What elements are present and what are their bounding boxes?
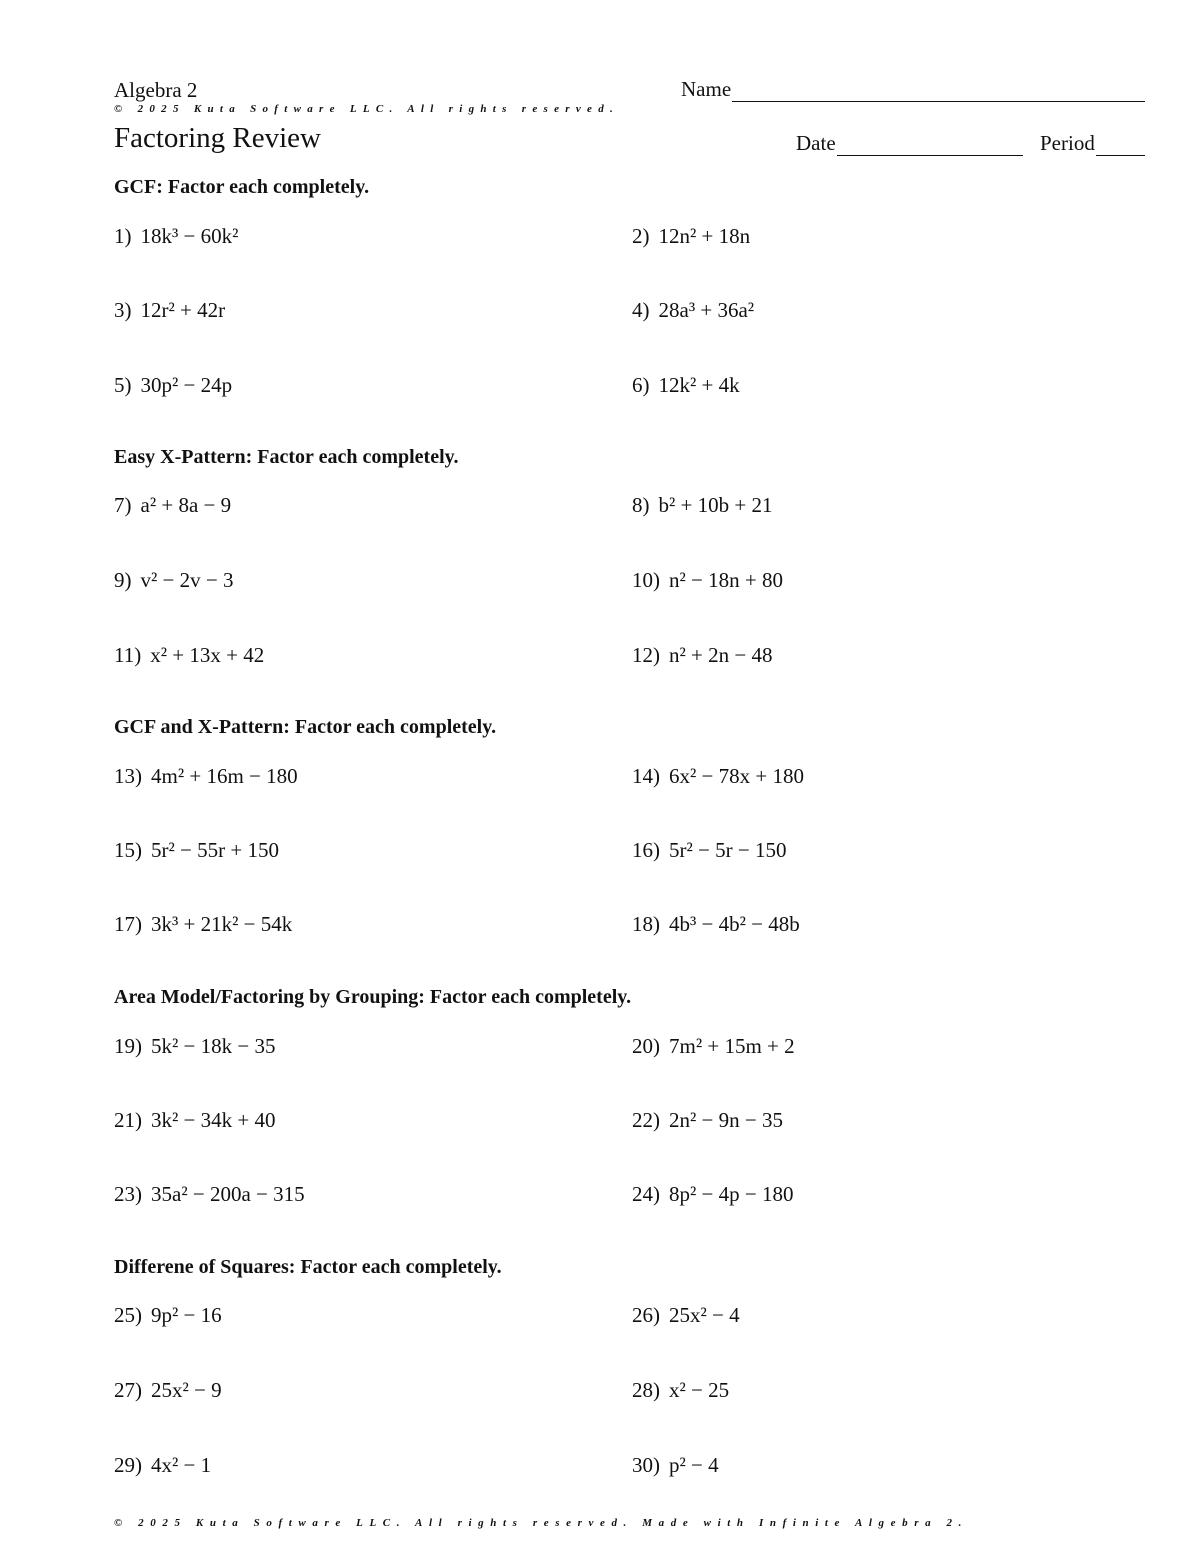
- problem-expression: 8p² − 4p − 180: [669, 1182, 794, 1206]
- section-heading-gcf-and-x-pattern: GCF and X-Pattern: Factor each completely.: [114, 716, 497, 738]
- period-field[interactable]: [1040, 131, 1145, 156]
- problem-expression: 6x² − 78x + 180: [669, 764, 804, 788]
- problem-number: 12): [632, 643, 660, 667]
- problem-number: 16): [632, 838, 660, 862]
- problem-number: 18): [632, 912, 660, 936]
- problem-expression: b² + 10b + 21: [658, 493, 773, 517]
- problem-7: [114, 493, 231, 518]
- problem-number: 9): [114, 568, 132, 592]
- problem-number: 19): [114, 1034, 142, 1058]
- problem-10: [632, 568, 783, 593]
- problem-12: [632, 643, 772, 668]
- problem-number: 24): [632, 1182, 660, 1206]
- date-label: Date: [796, 131, 836, 155]
- problem-expression: 28a³ + 36a²: [658, 298, 755, 322]
- problem-4: [632, 298, 754, 323]
- section-heading-grouping: Area Model/Factoring by Grouping: Factor each completely.: [114, 986, 632, 1008]
- problem-expression: 5r² − 55r + 150: [151, 838, 279, 862]
- problem-expression: v² − 2v − 3: [140, 568, 234, 592]
- problem-number: 6): [632, 373, 650, 397]
- problem-number: 8): [632, 493, 650, 517]
- problem-expression: 5r² − 5r − 150: [669, 838, 787, 862]
- problem-number: 29): [114, 1453, 142, 1477]
- problem-2: [632, 224, 750, 249]
- problem-expression: 35a² − 200a − 315: [151, 1182, 305, 1206]
- problem-23: [114, 1182, 305, 1207]
- problem-13: [114, 764, 298, 789]
- problem-26: [632, 1303, 740, 1328]
- copyright-notice-bottom: © 2025 Kuta Software LLC. All rights reserved. Made with Infinite Algebra 2.: [114, 1517, 969, 1529]
- problem-number: 10): [632, 568, 660, 592]
- problem-expression: 12k² + 4k: [658, 373, 740, 397]
- problem-27: [114, 1378, 222, 1403]
- problem-22: [632, 1108, 783, 1133]
- problem-20: [632, 1034, 795, 1059]
- period-label: Period: [1040, 131, 1095, 155]
- problem-expression: a² + 8a − 9: [140, 493, 232, 517]
- problem-3: [114, 298, 225, 323]
- problem-expression: 12r² + 42r: [140, 298, 226, 322]
- problem-expression: 18k³ − 60k²: [140, 224, 239, 248]
- problem-expression: 4m² + 16m − 180: [151, 764, 298, 788]
- problem-expression: x² + 13x + 42: [150, 643, 265, 667]
- problem-expression: 4b³ − 4b² − 48b: [669, 912, 800, 936]
- problem-number: 28): [632, 1378, 660, 1402]
- problem-21: [114, 1108, 275, 1133]
- problem-expression: 25x² − 9: [151, 1378, 222, 1402]
- problem-number: 13): [114, 764, 142, 788]
- problem-number: 17): [114, 912, 142, 936]
- problem-number: 5): [114, 373, 132, 397]
- name-label: Name: [681, 77, 732, 101]
- problem-expression: n² + 2n − 48: [669, 643, 773, 667]
- problem-number: 15): [114, 838, 142, 862]
- period-blank-line[interactable]: [1096, 135, 1145, 156]
- problem-18: [632, 912, 800, 937]
- problem-number: 26): [632, 1303, 660, 1327]
- problem-expression: 3k³ + 21k² − 54k: [151, 912, 293, 936]
- problem-19: [114, 1034, 275, 1059]
- date-blank-line[interactable]: [837, 135, 1023, 156]
- problem-28: [632, 1378, 729, 1403]
- worksheet-title: Factoring Review: [114, 122, 321, 154]
- problem-number: 22): [632, 1108, 660, 1132]
- problem-25: [114, 1303, 222, 1328]
- problem-29: [114, 1453, 211, 1478]
- problem-number: 1): [114, 224, 132, 248]
- problem-5: [114, 373, 232, 398]
- problem-expression: 3k² − 34k + 40: [151, 1108, 276, 1132]
- problem-number: 25): [114, 1303, 142, 1327]
- problem-expression: 5k² − 18k − 35: [151, 1034, 276, 1058]
- problem-expression: 4x² − 1: [151, 1453, 212, 1477]
- problem-15: [114, 838, 279, 863]
- problem-number: 2): [632, 224, 650, 248]
- problem-number: 14): [632, 764, 660, 788]
- problem-expression: 30p² − 24p: [140, 373, 233, 397]
- problem-number: 11): [114, 643, 142, 667]
- problem-number: 20): [632, 1034, 660, 1058]
- problem-expression: 12n² + 18n: [658, 224, 751, 248]
- section-heading-easy-x-pattern: Easy X-Pattern: Factor each completely.: [114, 446, 459, 468]
- problem-expression: 25x² − 4: [669, 1303, 740, 1327]
- problem-16: [632, 838, 786, 863]
- problem-17: [114, 912, 292, 937]
- date-field[interactable]: [796, 131, 1023, 156]
- problem-number: 3): [114, 298, 132, 322]
- problem-number: 27): [114, 1378, 142, 1402]
- problem-number: 7): [114, 493, 132, 517]
- problem-24: [632, 1182, 793, 1207]
- problem-9: [114, 568, 233, 593]
- problem-number: 23): [114, 1182, 142, 1206]
- course-name: Algebra 2: [114, 78, 198, 102]
- problem-expression: 9p² − 16: [151, 1303, 222, 1327]
- problem-14: [632, 764, 804, 789]
- section-heading-gcf: GCF: Factor each completely.: [114, 176, 370, 198]
- problem-11: [114, 643, 264, 668]
- name-blank-line[interactable]: [732, 81, 1145, 102]
- problem-8: [632, 493, 772, 518]
- problem-number: 4): [632, 298, 650, 322]
- problem-expression: p² − 4: [669, 1453, 719, 1477]
- problem-30: [632, 1453, 719, 1478]
- section-heading-difference-of-squares: Differene of Squares: Factor each completely.: [114, 1256, 502, 1278]
- problem-number: 21): [114, 1108, 142, 1132]
- name-field[interactable]: [681, 77, 1145, 102]
- problem-number: 30): [632, 1453, 660, 1477]
- problem-6: [632, 373, 740, 398]
- problem-1: [114, 224, 238, 249]
- problem-expression: x² − 25: [669, 1378, 730, 1402]
- copyright-notice-top: © 2025 Kuta Software LLC. All rights reserved.: [114, 103, 620, 115]
- problem-expression: n² − 18n + 80: [669, 568, 783, 592]
- problem-expression: 2n² − 9n − 35: [669, 1108, 783, 1132]
- problem-expression: 7m² + 15m + 2: [669, 1034, 795, 1058]
